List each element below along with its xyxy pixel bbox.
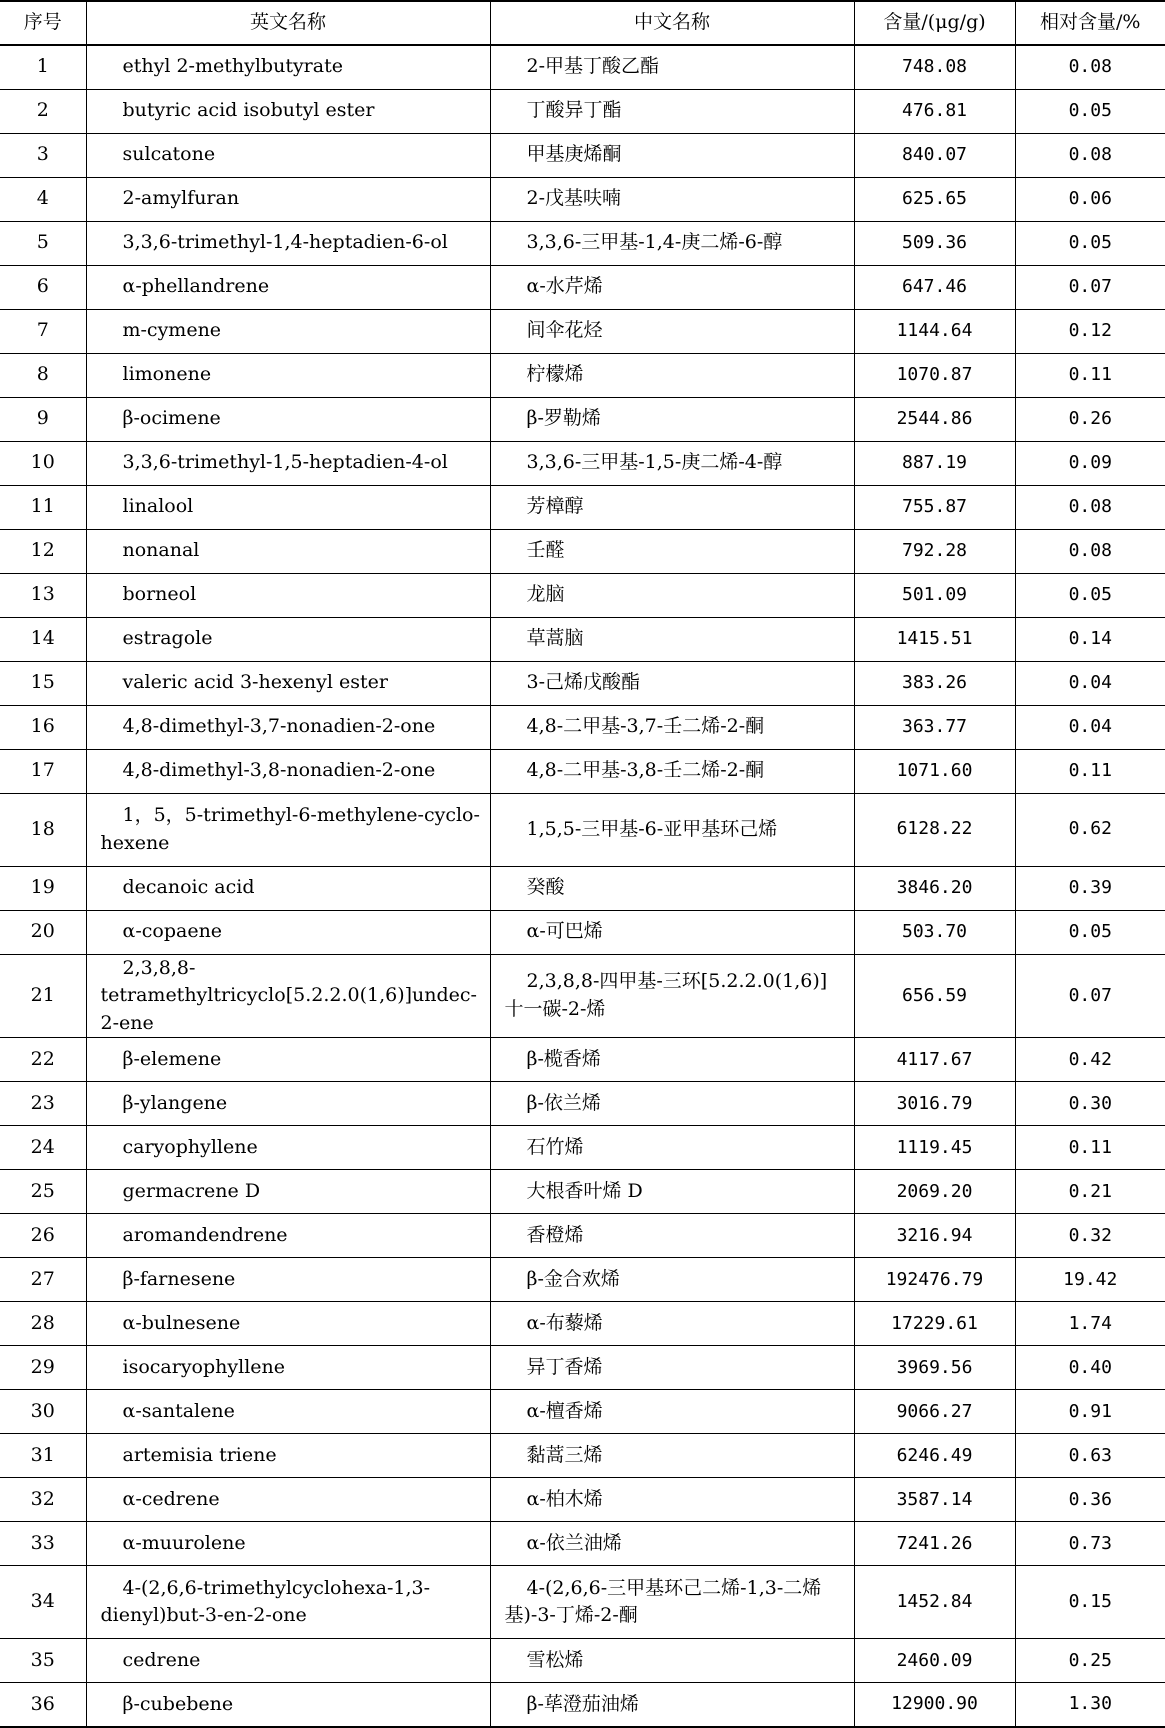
table-row: [0, 954, 1165, 1038]
cell-id: 16: [0, 705, 86, 749]
cell-relative-amount: 0.21: [1015, 1170, 1165, 1214]
cell-id: 5: [0, 221, 86, 265]
cell-id: 23: [0, 1082, 86, 1126]
cell-amount: 625.65: [854, 177, 1015, 221]
cell-english-name: artemisia triene: [86, 1434, 490, 1478]
cell-relative-amount: 0.26: [1015, 397, 1165, 441]
cell-chinese-name: 2-戊基呋喃: [490, 177, 854, 221]
cell-amount: 887.19: [854, 441, 1015, 485]
cell-chinese-name: 大根香叶烯 D: [490, 1170, 854, 1214]
cell-chinese-name: 黏蒿三烯: [490, 1434, 854, 1478]
table-header: [0, 1, 1165, 45]
table-row: [0, 529, 1165, 573]
cell-chinese-name: 雪松烯: [490, 1639, 854, 1683]
table-row: [0, 1258, 1165, 1302]
cell-id: 20: [0, 910, 86, 954]
cell-chinese-name: α-檀香烯: [490, 1390, 854, 1434]
cell-amount: 4117.67: [854, 1038, 1015, 1082]
cell-relative-amount: 0.30: [1015, 1082, 1165, 1126]
cell-amount: 12900.90: [854, 1683, 1015, 1727]
cell-amount: 2460.09: [854, 1639, 1015, 1683]
cell-chinese-name: 异丁香烯: [490, 1346, 854, 1390]
table-row: [0, 617, 1165, 661]
cell-english-name: aromandendrene: [86, 1214, 490, 1258]
table-row: [0, 265, 1165, 309]
cell-chinese-name: β-金合欢烯: [490, 1258, 854, 1302]
cell-amount: 2069.20: [854, 1170, 1015, 1214]
cell-chinese-name: 草蒿脑: [490, 617, 854, 661]
cell-amount: 509.36: [854, 221, 1015, 265]
table-row: [0, 89, 1165, 133]
cell-amount: 3969.56: [854, 1346, 1015, 1390]
cell-amount: 383.26: [854, 661, 1015, 705]
cell-amount: 1452.84: [854, 1566, 1015, 1639]
table-row: [0, 1683, 1165, 1727]
cell-amount: 1119.45: [854, 1126, 1015, 1170]
cell-english-name: 2-amylfuran: [86, 177, 490, 221]
table-row: [0, 1639, 1165, 1683]
cell-chinese-name: 甲基庚烯酮: [490, 133, 854, 177]
table-row: [0, 749, 1165, 793]
cell-amount: 363.77: [854, 705, 1015, 749]
cell-relative-amount: 0.39: [1015, 866, 1165, 910]
cell-chinese-name: β-依兰烯: [490, 1082, 854, 1126]
table-row: [0, 661, 1165, 705]
cell-english-name: β-farnesene: [86, 1258, 490, 1302]
cell-english-name: estragole: [86, 617, 490, 661]
cell-amount: 1071.60: [854, 749, 1015, 793]
cell-relative-amount: 0.36: [1015, 1478, 1165, 1522]
cell-chinese-name: 1,5,5-三甲基-6-亚甲基环己烯: [490, 793, 854, 866]
cell-amount: 6128.22: [854, 793, 1015, 866]
cell-relative-amount: 1.74: [1015, 1302, 1165, 1346]
cell-english-name: germacrene D: [86, 1170, 490, 1214]
cell-english-name: sulcatone: [86, 133, 490, 177]
table-row: [0, 309, 1165, 353]
cell-amount: 2544.86: [854, 397, 1015, 441]
header-row: [0, 1, 1165, 45]
cell-amount: 501.09: [854, 573, 1015, 617]
cell-english-name: ethyl 2-methylbutyrate: [86, 45, 490, 89]
cell-relative-amount: 0.11: [1015, 1126, 1165, 1170]
cell-english-name: α-muurolene: [86, 1522, 490, 1566]
cell-relative-amount: 0.11: [1015, 749, 1165, 793]
cell-relative-amount: 0.05: [1015, 221, 1165, 265]
table-row: [0, 1126, 1165, 1170]
cell-id: 15: [0, 661, 86, 705]
cell-chinese-name: 4-(2,6,6-三甲基环己二烯-1,3-二烯基)-3-丁烯-2-酮: [490, 1566, 854, 1639]
cell-id: 26: [0, 1214, 86, 1258]
cell-english-name: 1，5，5-trimethyl-6-methylene-cyclo-hexene: [86, 793, 490, 866]
cell-amount: 755.87: [854, 485, 1015, 529]
table-row: [0, 1566, 1165, 1639]
cell-id: 27: [0, 1258, 86, 1302]
cell-id: 31: [0, 1434, 86, 1478]
cell-amount: 17229.61: [854, 1302, 1015, 1346]
cell-id: 11: [0, 485, 86, 529]
cell-relative-amount: 0.73: [1015, 1522, 1165, 1566]
table-body: [0, 45, 1165, 1727]
cell-relative-amount: 19.42: [1015, 1258, 1165, 1302]
cell-english-name: β-elemene: [86, 1038, 490, 1082]
cell-id: 28: [0, 1302, 86, 1346]
cell-amount: 3587.14: [854, 1478, 1015, 1522]
table-row: [0, 1082, 1165, 1126]
cell-relative-amount: 0.25: [1015, 1639, 1165, 1683]
cell-id: 10: [0, 441, 86, 485]
table-row: [0, 1214, 1165, 1258]
cell-amount: 6246.49: [854, 1434, 1015, 1478]
header-chinese-name: 中文名称: [490, 1, 854, 45]
cell-amount: 792.28: [854, 529, 1015, 573]
cell-relative-amount: 0.08: [1015, 529, 1165, 573]
cell-english-name: β-ocimene: [86, 397, 490, 441]
cell-id: 2: [0, 89, 86, 133]
table-row: [0, 1038, 1165, 1082]
cell-english-name: caryophyllene: [86, 1126, 490, 1170]
table-row: [0, 1346, 1165, 1390]
header-relative-amount: 相对含量/%: [1015, 1, 1165, 45]
cell-chinese-name: α-布藜烯: [490, 1302, 854, 1346]
cell-amount: 1070.87: [854, 353, 1015, 397]
cell-english-name: m-cymene: [86, 309, 490, 353]
table-row: [0, 485, 1165, 529]
cell-amount: 3016.79: [854, 1082, 1015, 1126]
cell-id: 17: [0, 749, 86, 793]
cell-relative-amount: 0.12: [1015, 309, 1165, 353]
cell-english-name: limonene: [86, 353, 490, 397]
cell-chinese-name: 壬醛: [490, 529, 854, 573]
cell-relative-amount: 0.09: [1015, 441, 1165, 485]
cell-amount: 1144.64: [854, 309, 1015, 353]
header-amount: 含量/(μg/g): [854, 1, 1015, 45]
table-row: [0, 1390, 1165, 1434]
table-row: [0, 705, 1165, 749]
cell-id: 4: [0, 177, 86, 221]
cell-amount: 503.70: [854, 910, 1015, 954]
cell-relative-amount: 0.91: [1015, 1390, 1165, 1434]
cell-english-name: β-cubebene: [86, 1683, 490, 1727]
cell-english-name: butyric acid isobutyl ester: [86, 89, 490, 133]
cell-relative-amount: 0.07: [1015, 954, 1165, 1038]
cell-amount: 3846.20: [854, 866, 1015, 910]
cell-relative-amount: 0.07: [1015, 265, 1165, 309]
cell-relative-amount: 1.30: [1015, 1683, 1165, 1727]
cell-english-name: linalool: [86, 485, 490, 529]
table-row: [0, 910, 1165, 954]
cell-id: 36: [0, 1683, 86, 1727]
cell-english-name: α-phellandrene: [86, 265, 490, 309]
cell-chinese-name: 癸酸: [490, 866, 854, 910]
cell-relative-amount: 0.40: [1015, 1346, 1165, 1390]
cell-relative-amount: 0.42: [1015, 1038, 1165, 1082]
cell-english-name: borneol: [86, 573, 490, 617]
cell-id: 14: [0, 617, 86, 661]
cell-chinese-name: 3,3,6-三甲基-1,5-庚二烯-4-醇: [490, 441, 854, 485]
cell-chinese-name: 柠檬烯: [490, 353, 854, 397]
cell-english-name: α-santalene: [86, 1390, 490, 1434]
cell-id: 32: [0, 1478, 86, 1522]
cell-relative-amount: 0.08: [1015, 133, 1165, 177]
cell-relative-amount: 0.04: [1015, 661, 1165, 705]
cell-id: 29: [0, 1346, 86, 1390]
cell-english-name: 4,8-dimethyl-3,7-nonadien-2-one: [86, 705, 490, 749]
table-row: [0, 353, 1165, 397]
cell-chinese-name: 2-甲基丁酸乙酯: [490, 45, 854, 89]
cell-chinese-name: 3-己烯戊酸酯: [490, 661, 854, 705]
table-row: [0, 177, 1165, 221]
cell-chinese-name: β-荜澄茄油烯: [490, 1683, 854, 1727]
cell-chinese-name: α-水芹烯: [490, 265, 854, 309]
table-row: [0, 866, 1165, 910]
cell-relative-amount: 0.62: [1015, 793, 1165, 866]
cell-chinese-name: 香橙烯: [490, 1214, 854, 1258]
cell-id: 24: [0, 1126, 86, 1170]
cell-relative-amount: 0.05: [1015, 89, 1165, 133]
cell-chinese-name: β-榄香烯: [490, 1038, 854, 1082]
header-english-name: 英文名称: [86, 1, 490, 45]
cell-amount: 656.59: [854, 954, 1015, 1038]
cell-chinese-name: α-柏木烯: [490, 1478, 854, 1522]
table-row: [0, 1170, 1165, 1214]
cell-id: 13: [0, 573, 86, 617]
cell-relative-amount: 0.04: [1015, 705, 1165, 749]
cell-chinese-name: 2,3,8,8-四甲基-三环[5.2.2.0(1,6)]十一碳-2-烯: [490, 954, 854, 1038]
cell-amount: 1415.51: [854, 617, 1015, 661]
cell-amount: 7241.26: [854, 1522, 1015, 1566]
cell-english-name: α-cedrene: [86, 1478, 490, 1522]
cell-id: 7: [0, 309, 86, 353]
cell-english-name: 2,3,8,8-tetramethyltricyclo[5.2.2.0(1,6)]undec-2-ene: [86, 954, 490, 1038]
table-row: [0, 1478, 1165, 1522]
cell-relative-amount: 0.63: [1015, 1434, 1165, 1478]
table-row: [0, 397, 1165, 441]
cell-english-name: nonanal: [86, 529, 490, 573]
cell-amount: 647.46: [854, 265, 1015, 309]
cell-id: 21: [0, 954, 86, 1038]
table-row: [0, 793, 1165, 866]
table-row: [0, 133, 1165, 177]
cell-relative-amount: 0.15: [1015, 1566, 1165, 1639]
table-row: [0, 221, 1165, 265]
cell-relative-amount: 0.11: [1015, 353, 1165, 397]
cell-relative-amount: 0.06: [1015, 177, 1165, 221]
cell-english-name: β-ylangene: [86, 1082, 490, 1126]
cell-amount: 9066.27: [854, 1390, 1015, 1434]
cell-id: 34: [0, 1566, 86, 1639]
cell-english-name: isocaryophyllene: [86, 1346, 490, 1390]
cell-english-name: cedrene: [86, 1639, 490, 1683]
cell-relative-amount: 0.08: [1015, 45, 1165, 89]
cell-id: 6: [0, 265, 86, 309]
cell-id: 19: [0, 866, 86, 910]
cell-relative-amount: 0.08: [1015, 485, 1165, 529]
cell-id: 8: [0, 353, 86, 397]
cell-relative-amount: 0.05: [1015, 573, 1165, 617]
cell-english-name: valeric acid 3-hexenyl ester: [86, 661, 490, 705]
table-row: [0, 45, 1165, 89]
cell-id: 35: [0, 1639, 86, 1683]
table-row: [0, 1434, 1165, 1478]
table-row: [0, 573, 1165, 617]
cell-chinese-name: α-可巴烯: [490, 910, 854, 954]
cell-relative-amount: 0.32: [1015, 1214, 1165, 1258]
cell-amount: 192476.79: [854, 1258, 1015, 1302]
cell-id: 3: [0, 133, 86, 177]
cell-chinese-name: β-罗勒烯: [490, 397, 854, 441]
table-row: [0, 441, 1165, 485]
cell-chinese-name: 龙脑: [490, 573, 854, 617]
cell-english-name: α-copaene: [86, 910, 490, 954]
cell-id: 18: [0, 793, 86, 866]
cell-english-name: 4-(2,6,6-trimethylcyclohexa-1,3-dienyl)but-3-en-2-one: [86, 1566, 490, 1639]
cell-relative-amount: 0.14: [1015, 617, 1165, 661]
table-row: [0, 1302, 1165, 1346]
cell-id: 30: [0, 1390, 86, 1434]
cell-amount: 3216.94: [854, 1214, 1015, 1258]
cell-chinese-name: α-依兰油烯: [490, 1522, 854, 1566]
cell-english-name: 3,3,6-trimethyl-1,5-heptadien-4-ol: [86, 441, 490, 485]
cell-id: 22: [0, 1038, 86, 1082]
cell-english-name: 4,8-dimethyl-3,8-nonadien-2-one: [86, 749, 490, 793]
cell-english-name: 3,3,6-trimethyl-1,4-heptadien-6-ol: [86, 221, 490, 265]
cell-chinese-name: 石竹烯: [490, 1126, 854, 1170]
cell-chinese-name: 丁酸异丁酯: [490, 89, 854, 133]
header-id: 序号: [0, 1, 86, 45]
cell-amount: 840.07: [854, 133, 1015, 177]
cell-amount: 748.08: [854, 45, 1015, 89]
cell-english-name: decanoic acid: [86, 866, 490, 910]
cell-chinese-name: 间伞花烃: [490, 309, 854, 353]
cell-chinese-name: 4,8-二甲基-3,8-壬二烯-2-酮: [490, 749, 854, 793]
cell-id: 1: [0, 45, 86, 89]
cell-amount: 476.81: [854, 89, 1015, 133]
cell-id: 33: [0, 1522, 86, 1566]
cell-chinese-name: 4,8-二甲基-3,7-壬二烯-2-酮: [490, 705, 854, 749]
cell-id: 25: [0, 1170, 86, 1214]
table-row: [0, 1522, 1165, 1566]
cell-chinese-name: 芳樟醇: [490, 485, 854, 529]
cell-id: 12: [0, 529, 86, 573]
cell-english-name: α-bulnesene: [86, 1302, 490, 1346]
cell-id: 9: [0, 397, 86, 441]
cell-chinese-name: 3,3,6-三甲基-1,4-庚二烯-6-醇: [490, 221, 854, 265]
cell-relative-amount: 0.05: [1015, 910, 1165, 954]
